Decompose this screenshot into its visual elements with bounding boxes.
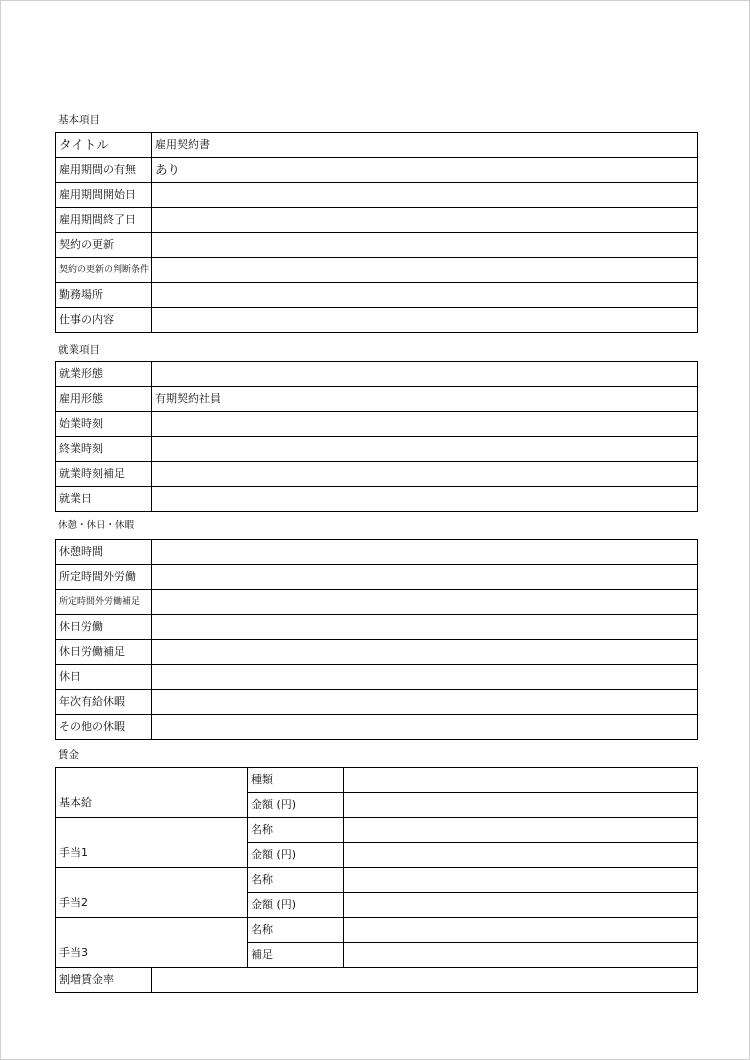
rest-items-table: [55, 539, 698, 740]
field-label: 勤務場所: [56, 283, 152, 308]
field-value-holiday-work-note[interactable]: [152, 640, 698, 665]
table-row: [56, 565, 698, 590]
table-row: [56, 362, 698, 387]
field-value-start-time[interactable]: [152, 412, 698, 437]
wage-sub-label: 種類: [248, 768, 344, 793]
field-label: 休日労働補足: [56, 640, 152, 665]
field-value-allowance3-note[interactable]: [344, 943, 698, 968]
field-label: 仕事の内容: [56, 308, 152, 333]
table-row: [56, 412, 698, 437]
table-row: [56, 133, 698, 158]
field-label: 始業時刻: [56, 412, 152, 437]
field-label: 就業時刻補足: [56, 462, 152, 487]
wage-group-label: 手当3: [56, 918, 248, 968]
table-row: [56, 640, 698, 665]
wage-group-label: 基本給: [56, 768, 248, 818]
field-label: 休憩時間: [56, 540, 152, 565]
field-value-allowance2-name[interactable]: [344, 868, 698, 893]
table-row: [56, 615, 698, 640]
field-label: 雇用期間開始日: [56, 183, 152, 208]
field-value-holiday-work[interactable]: [152, 615, 698, 640]
table-row: [56, 233, 698, 258]
table-row: [56, 818, 698, 843]
table-row: [56, 158, 698, 183]
table-row: [56, 437, 698, 462]
field-value-end-time[interactable]: [152, 437, 698, 462]
field-label: 雇用形態: [56, 387, 152, 412]
field-value-employment-type[interactable]: 有期契約社員: [152, 387, 698, 412]
wage-sub-label: 補足: [248, 943, 344, 968]
field-value-workplace[interactable]: [152, 283, 698, 308]
field-label: 雇用期間の有無: [56, 158, 152, 183]
field-label: 終業時刻: [56, 437, 152, 462]
work-items-table: [55, 361, 698, 512]
field-value-work-type[interactable]: [152, 362, 698, 387]
field-value-renewal-criteria[interactable]: [152, 258, 698, 283]
table-row: [56, 387, 698, 412]
field-value-base-pay-amount[interactable]: [344, 793, 698, 818]
table-row: [56, 868, 698, 893]
field-value-base-pay-type[interactable]: [344, 768, 698, 793]
field-value-paid-leave[interactable]: [152, 690, 698, 715]
field-label: 契約の更新: [56, 233, 152, 258]
wage-sub-label: 名称: [248, 868, 344, 893]
table-row: [56, 768, 698, 793]
wage-group-label: 手当2: [56, 868, 248, 918]
table-row: [56, 690, 698, 715]
field-value-title[interactable]: 雇用契約書: [152, 133, 698, 158]
field-value-overtime[interactable]: [152, 565, 698, 590]
wage-sub-label: 名称: [248, 818, 344, 843]
field-value-work-days[interactable]: [152, 487, 698, 512]
field-value-overtime-note[interactable]: [152, 590, 698, 615]
field-value-employment-period[interactable]: あり: [152, 158, 698, 183]
wage-sub-label: 金額 (円): [248, 893, 344, 918]
field-label: 就業日: [56, 487, 152, 512]
field-value-time-note[interactable]: [152, 462, 698, 487]
table-row: [56, 462, 698, 487]
wage-group-label: 手当1: [56, 818, 248, 868]
field-value-allowance3-name[interactable]: [344, 918, 698, 943]
wage-sub-label: 名称: [248, 918, 344, 943]
field-value-job-content[interactable]: [152, 308, 698, 333]
section-title-wage: 賃金: [58, 749, 79, 761]
table-row: [56, 487, 698, 512]
table-row: [56, 590, 698, 615]
table-row: [56, 665, 698, 690]
table-row: [56, 715, 698, 740]
table-row: [56, 968, 698, 993]
field-value-premium-rate[interactable]: [152, 968, 698, 993]
field-label: 所定時間外労働: [56, 565, 152, 590]
section-title-work: 就業項目: [58, 344, 100, 356]
field-value-other-leave[interactable]: [152, 715, 698, 740]
wage-sub-label: 金額 (円): [248, 793, 344, 818]
field-value-break-time[interactable]: [152, 540, 698, 565]
basic-items-table: [55, 132, 698, 333]
field-label: 就業形態: [56, 362, 152, 387]
wage-sub-label: 金額 (円): [248, 843, 344, 868]
field-value-allowance2-amount[interactable]: [344, 893, 698, 918]
table-row: [56, 183, 698, 208]
section-title-rest: 休憩・休日・休暇: [58, 520, 135, 531]
field-label: タイトル: [56, 133, 152, 158]
field-value-end-date[interactable]: [152, 208, 698, 233]
wage-table: [55, 767, 698, 993]
table-row: [56, 258, 698, 283]
field-value-allowance1-name[interactable]: [344, 818, 698, 843]
section-title-basic: 基本項目: [58, 114, 100, 126]
table-row: [56, 283, 698, 308]
field-label: 所定時間外労働補足: [56, 590, 152, 615]
field-label: 割増賃金率: [56, 968, 152, 993]
table-row: [56, 208, 698, 233]
table-row: [56, 308, 698, 333]
field-label: その他の休暇: [56, 715, 152, 740]
field-value-renewal[interactable]: [152, 233, 698, 258]
field-label: 雇用期間終了日: [56, 208, 152, 233]
field-value-start-date[interactable]: [152, 183, 698, 208]
field-label: 休日: [56, 665, 152, 690]
field-value-holidays[interactable]: [152, 665, 698, 690]
field-value-allowance1-amount[interactable]: [344, 843, 698, 868]
field-label: 休日労働: [56, 615, 152, 640]
field-label: 契約の更新の判断条件: [56, 258, 152, 283]
table-row: [56, 918, 698, 943]
field-label: 年次有給休暇: [56, 690, 152, 715]
table-row: [56, 540, 698, 565]
